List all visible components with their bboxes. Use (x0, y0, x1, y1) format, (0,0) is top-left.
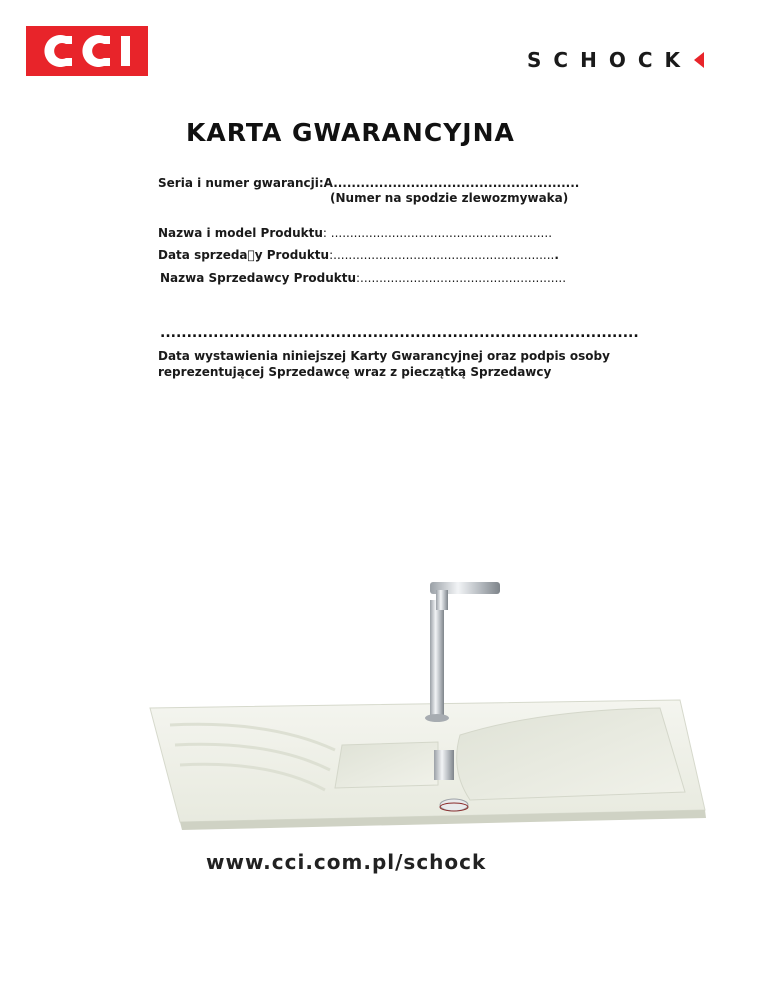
page-title: KARTA GWARANCYJNA (186, 118, 515, 147)
product-label: Nazwa i model Produktu (158, 226, 323, 240)
sale-date-field: Data sprzeda y Produktu:........................................................... (158, 248, 559, 262)
sink-image (120, 560, 720, 850)
seller-dots: :...................................................... (356, 271, 567, 285)
product-dots: : .......................................................... (322, 226, 553, 240)
sale-date-dots: :.......................................................... (329, 248, 555, 262)
schock-logo (527, 45, 704, 75)
serial-dots: ...................................................... (333, 176, 580, 190)
signature-caption: Data wystawienia niniejszej Karty Gwarancyjnej oraz podpis osoby reprezentującej Sprzedawcę wraz z pieczątką Sprzedawcy (158, 349, 610, 379)
seller-label: Nazwa Sprzedawcy Produktu (160, 271, 356, 285)
signature-line: .......................................................................................... (160, 325, 639, 341)
product-name-field (158, 226, 552, 240)
serial-label: Seria i numer gwarancji:A (158, 176, 334, 190)
serial-note: (Numer na spodzie zlewozmywaka) (330, 191, 569, 205)
seller-name-field (160, 271, 566, 285)
serial-number-field (158, 176, 579, 190)
sale-date-label: Data sprzeda y Produktu (158, 248, 330, 262)
cci-logo (26, 26, 148, 76)
schock-arrow-icon (694, 52, 704, 68)
website-url: www.cci.com.pl/schock (206, 850, 487, 874)
schock-wordmark: SCHOCK (527, 48, 692, 72)
